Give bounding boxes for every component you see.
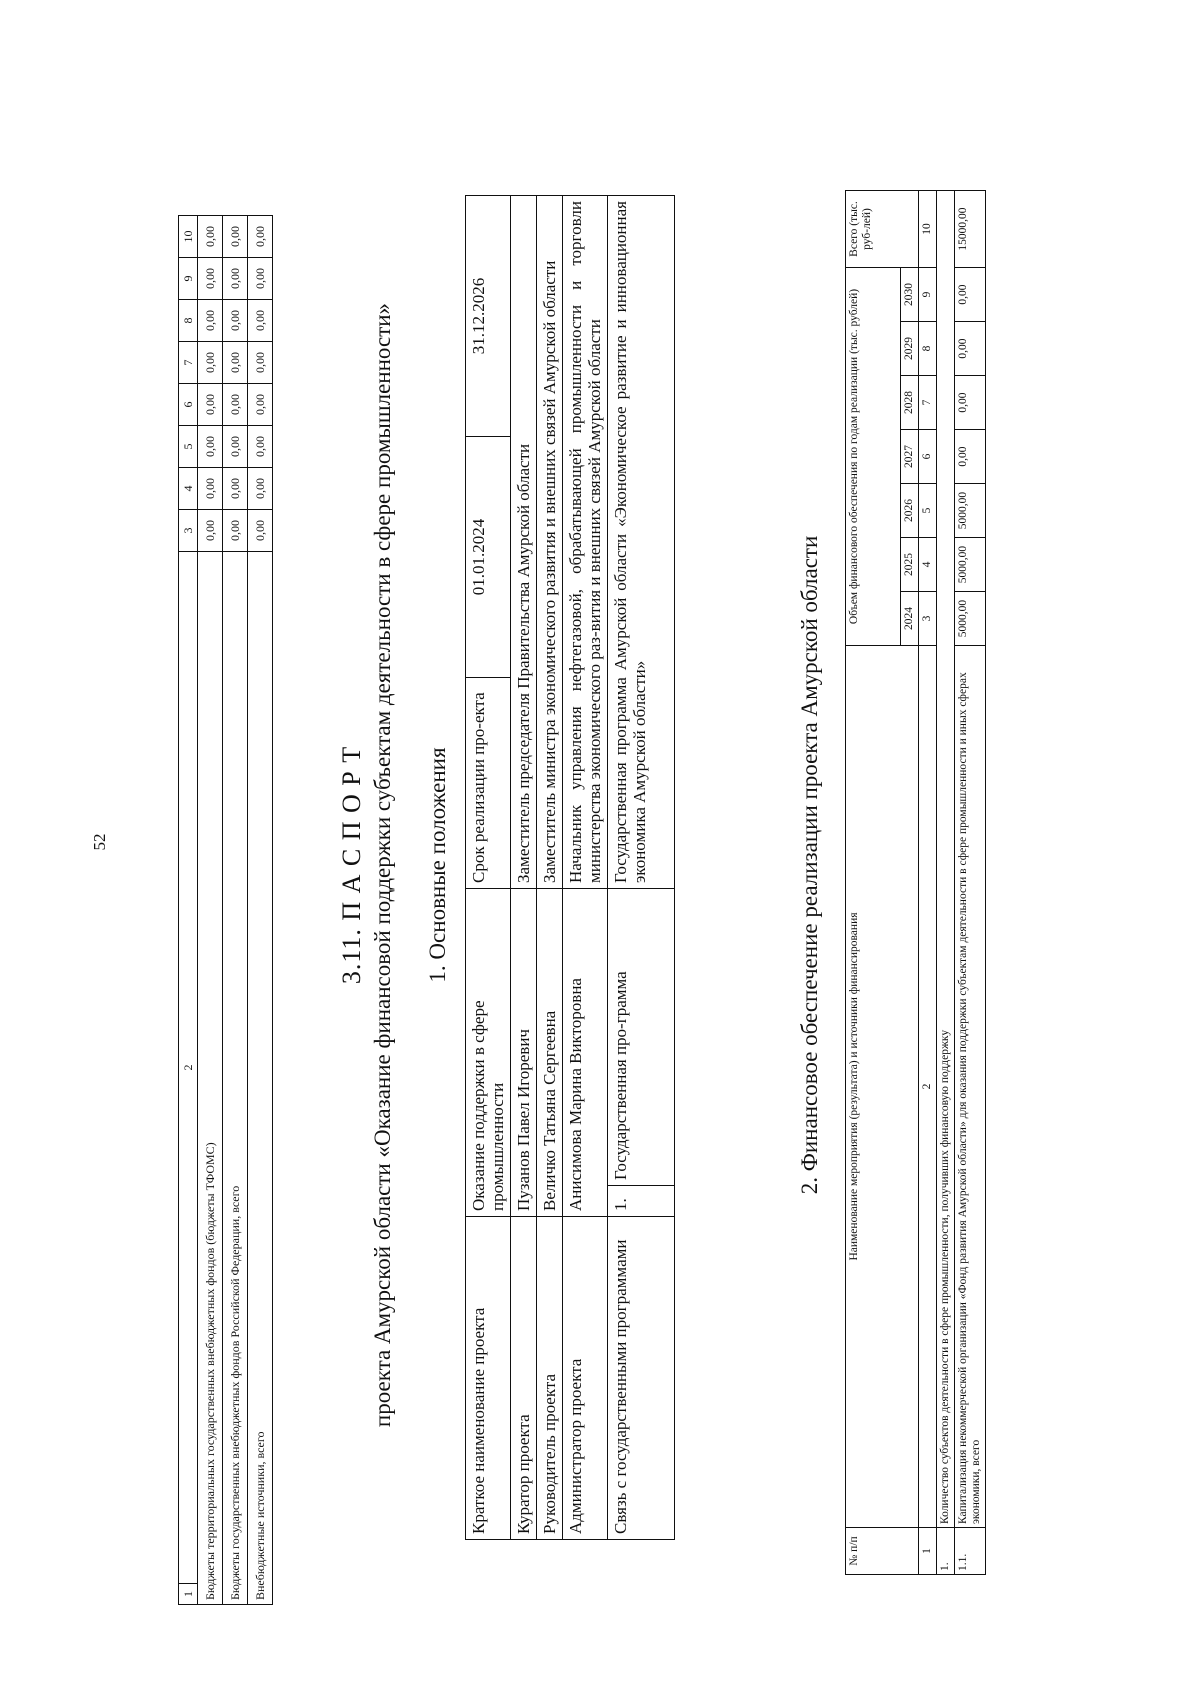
cell-value: 0,00	[223, 342, 248, 384]
col-number: 8	[919, 322, 937, 376]
row-label: Связь с государственными программами	[608, 1217, 675, 1540]
header-row	[846, 191, 901, 1575]
table-row	[248, 216, 273, 1605]
col-header: 2	[179, 552, 198, 1584]
cell-value: 0,00	[198, 216, 223, 258]
table-row	[466, 196, 511, 1540]
row-label: Куратор проекта	[511, 1217, 537, 1540]
cell-value: 0,00	[248, 342, 273, 384]
cell-value: 5000,00	[955, 484, 986, 538]
cell-value: 0,00	[955, 322, 986, 376]
cell-value: 0,00	[198, 258, 223, 300]
table-row	[223, 216, 248, 1605]
cell-value: 0,00	[955, 376, 986, 430]
row-label: Внебюджетные источники, всего	[248, 552, 273, 1605]
passport-title: 3.11. П А С П О Р Т	[337, 745, 366, 985]
admin-position: Начальник управления нефтегазовой, обрабатывающей промышленности и торговли министерства экономического раз-вития и внешних связей Амурской области	[563, 196, 608, 889]
col-total-header: Всего (тыс. руб-лей)	[846, 191, 919, 268]
cell-value: 5000,00	[955, 538, 986, 592]
col-volume-header: Объем финансового обеспечения по годам реализации (тыс. рублей)	[846, 268, 901, 646]
passport-subtitle: проекта Амурской области «Оказание финансовой поддержки субъектам деятельности в сфере промышленности»	[370, 302, 395, 1428]
col-number: 4	[919, 538, 937, 592]
year-header: 2026	[901, 484, 919, 538]
col-header: 6	[179, 384, 198, 426]
col-header: 4	[179, 468, 198, 510]
section2-title: 2. Финансовое обеспечение реализации проекта Амурской области	[797, 535, 822, 1195]
financing-table	[845, 190, 986, 1575]
col-header: 1	[179, 1584, 198, 1605]
col-header: 7	[179, 342, 198, 384]
col-number: 9	[919, 268, 937, 322]
table-row	[608, 196, 675, 1540]
program-type: Государственная про-грамма	[608, 889, 675, 1186]
cell-value: 0,00	[248, 510, 273, 552]
cell-value: 0,00	[223, 258, 248, 300]
cell-value: 0,00	[198, 342, 223, 384]
cell-value: 0,00	[198, 300, 223, 342]
year-header: 2025	[901, 538, 919, 592]
row-label: Краткое наименование проекта	[466, 1217, 511, 1540]
col-number: 5	[919, 484, 937, 538]
short-name-value: Оказание поддержки в сфере промышленности	[466, 889, 511, 1217]
cell-value: 0,00	[248, 216, 273, 258]
col-number: 7	[919, 376, 937, 430]
col-number: 10	[919, 191, 937, 268]
leader-position: Заместитель министра экономического развития и внешних связей Амурской области	[537, 196, 563, 889]
cell-value: 0,00	[955, 430, 986, 484]
row-label: Бюджеты государственных внебюджетных фондов Российской Федерации, всего	[223, 552, 248, 1605]
cell-value: 0,00	[248, 300, 273, 342]
cell-value: 0,00	[223, 468, 248, 510]
cell-value: 0,00	[198, 384, 223, 426]
section1-title: 1. Основные положения	[425, 747, 450, 983]
start-date: 01.01.2024	[466, 437, 511, 678]
period-label: Срок реализации про-екта	[466, 678, 511, 889]
table-row	[511, 196, 537, 1540]
year-header: 2030	[901, 268, 919, 322]
row-num: 1.1.	[955, 1528, 986, 1575]
cell-value: 0,00	[248, 468, 273, 510]
table-row	[537, 196, 563, 1540]
admin-name: Анисимова Марина Викторовна	[563, 889, 608, 1217]
table-row	[563, 196, 608, 1540]
cell-value: 0,00	[223, 300, 248, 342]
cell-value: 0,00	[955, 268, 986, 322]
cell-value: 0,00	[198, 468, 223, 510]
col-header: 3	[179, 510, 198, 552]
row-num: 1.	[937, 1528, 955, 1575]
cell-value: 0,00	[198, 510, 223, 552]
year-header: 2024	[901, 592, 919, 646]
cell-value: 0,00	[248, 384, 273, 426]
program-num: 1.	[608, 1186, 675, 1217]
col-number: 2	[919, 646, 937, 1528]
row-text: Капитализация некоммерческой организации «Фонд развития Амурской области» для оказания поддержки субъектам деятельности в сфере промышленности и иных сферах экономики, всего	[955, 646, 986, 1528]
rotated-page-content	[130, 115, 1160, 1615]
end-date: 31.12.2026	[466, 196, 511, 437]
column-numbers-row	[919, 191, 937, 1575]
col-num-header: № п/п	[846, 1528, 919, 1575]
leader-name: Величко Татьяна Сергеевна	[537, 889, 563, 1217]
year-header: 2028	[901, 376, 919, 430]
curator-name: Пузанов Павел Игоревич	[511, 889, 537, 1217]
cell-total: 15000,00	[955, 191, 986, 268]
cell-value: 0,00	[223, 426, 248, 468]
program-name: Государственная программа Амурской области «Экономическое развитие и инновационная экономика Амурской области»	[608, 196, 675, 889]
continuation-header-row	[179, 216, 198, 1605]
cell-value: 0,00	[223, 384, 248, 426]
table-row	[937, 191, 955, 1575]
cell-value: 0,00	[223, 510, 248, 552]
cell-value: 0,00	[248, 258, 273, 300]
continuation-table	[178, 215, 273, 1605]
col-number: 3	[919, 592, 937, 646]
row-label: Бюджеты территориальных государственных внебюджетных фондов (бюджеты ТФОМС)	[198, 552, 223, 1605]
col-header: 5	[179, 426, 198, 468]
cell-value: 0,00	[223, 216, 248, 258]
row-text: Количество субъектов деятельности в сфере промышленности, получивших финансовую поддержку	[937, 191, 955, 1528]
curator-position: Заместитель председателя Правительства Амурской области	[511, 196, 537, 889]
year-header: 2027	[901, 430, 919, 484]
main-provisions-table	[465, 195, 675, 1540]
cell-value: 0,00	[198, 426, 223, 468]
table-row	[955, 191, 986, 1575]
table-row	[198, 216, 223, 1605]
cell-value: 0,00	[248, 426, 273, 468]
col-number: 6	[919, 430, 937, 484]
cell-value: 5000,00	[955, 592, 986, 646]
col-header: 9	[179, 258, 198, 300]
page-number: 52	[90, 833, 109, 851]
col-number: 1	[919, 1528, 937, 1575]
col-header: 10	[179, 216, 198, 258]
col-name-header: Наименование мероприятия (результата) и источники финансирования	[846, 646, 919, 1528]
col-header: 8	[179, 300, 198, 342]
row-label: Администратор проекта	[563, 1217, 608, 1540]
year-header: 2029	[901, 322, 919, 376]
row-label: Руководитель проекта	[537, 1217, 563, 1540]
